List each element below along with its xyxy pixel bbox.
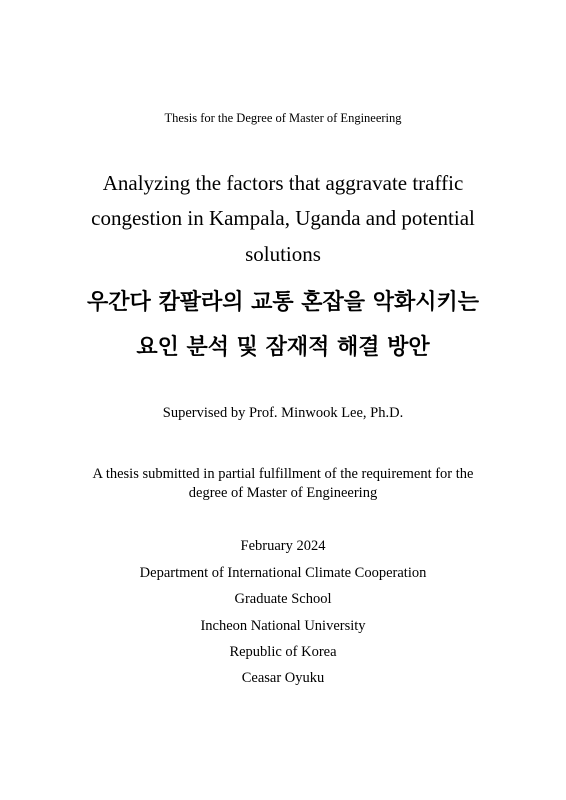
statement-line-2: degree of Master of Engineering bbox=[188, 485, 378, 501]
department-name: Department of International Climate Cooperation bbox=[139, 565, 427, 581]
country-name: Republic of Korea bbox=[229, 644, 337, 660]
university-name: Incheon National University bbox=[200, 618, 366, 634]
school-name: Graduate School bbox=[234, 591, 332, 607]
title-en-line-1: Analyzing the factors that aggravate traffic bbox=[102, 171, 464, 195]
submission-date: February 2024 bbox=[240, 538, 326, 554]
title-ko-line-2: 요인 분석 및 잠재적 해결 방안 bbox=[136, 335, 430, 360]
title-ko-line-1: 우간다 캄팔라의 교통 혼잡을 악화시키는 bbox=[87, 290, 479, 315]
title-en-line-2: congestion in Kampala, Uganda and potential bbox=[91, 206, 475, 230]
supervisor-line: Supervised by Prof. Minwook Lee, Ph.D. bbox=[162, 405, 404, 421]
title-en-line-3: solutions bbox=[245, 242, 321, 266]
degree-line: Thesis for the Degree of Master of Engineering bbox=[164, 111, 402, 125]
statement-line-1: A thesis submitted in partial fulfillment of the requirement for the bbox=[92, 466, 474, 482]
author-name: Ceasar Oyuku bbox=[241, 670, 325, 686]
